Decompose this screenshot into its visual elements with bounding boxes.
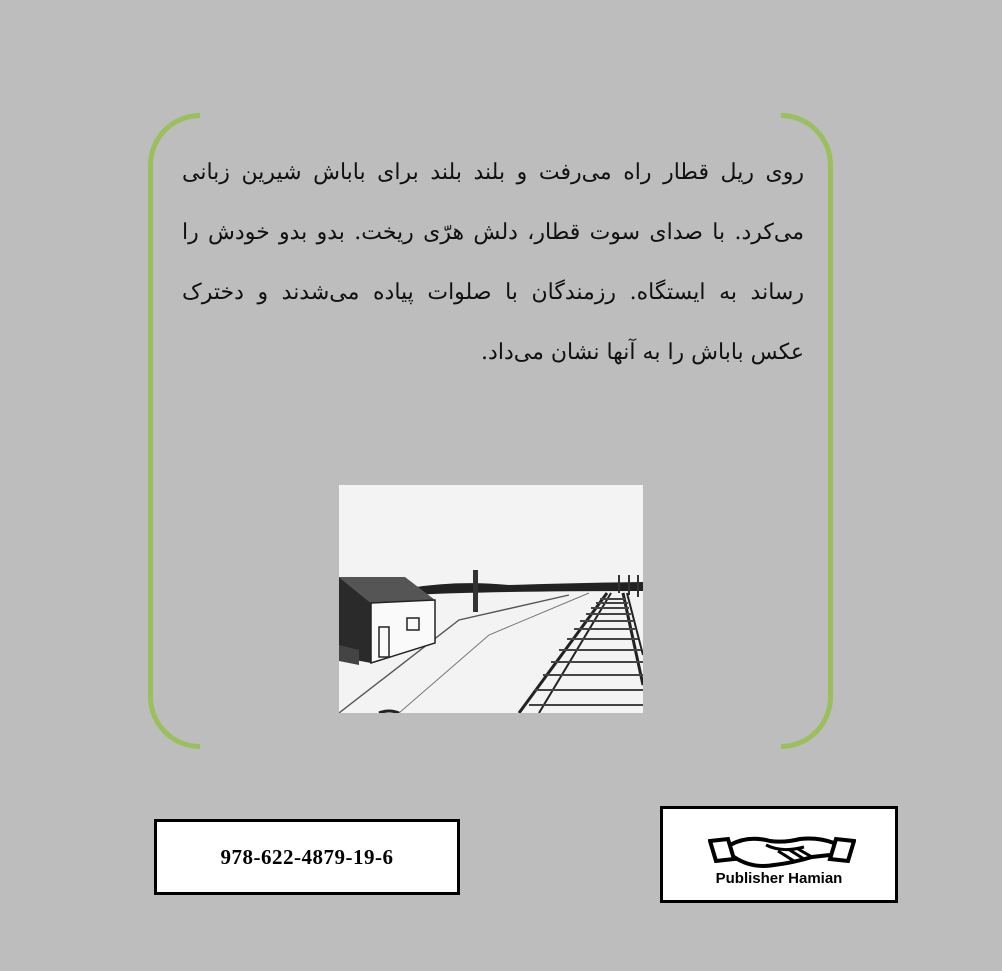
publisher-name: Publisher Hamian — [715, 870, 843, 887]
isbn-box — [154, 819, 460, 895]
story-paragraph: روی ریل قطار راه می‌رفت و بلند بلند برای باباش شیرین زبانی می‌کرد. با صدای سوت قطار، دلش هرّی ریخت. بدو بدو خودش را رساند به ایستگاه. رزمندگان با صلوات پیاده می‌شدند و دخترک عکس باباش را به آنها نشان می‌داد. — [182, 160, 804, 365]
publisher-logo-box — [660, 806, 898, 903]
railway-illustration — [339, 485, 643, 713]
handshake-icon — [708, 829, 856, 873]
isbn-number: 978-622-4879-19-6 — [220, 844, 394, 869]
